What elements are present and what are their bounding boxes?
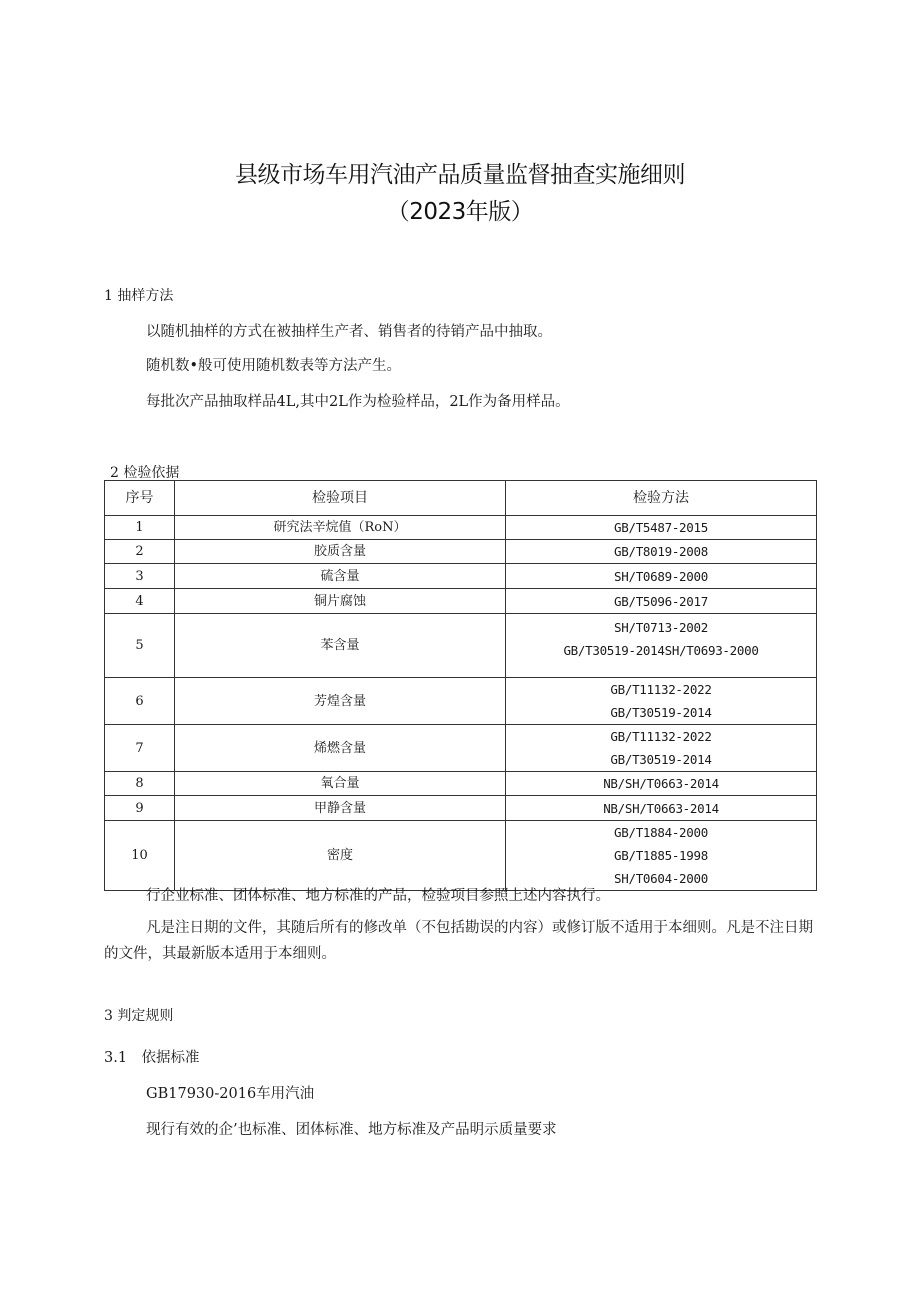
section-2-note-1: 行企业标准、团体标准、地方标准的产品，检验项目参照上述内容执行。 (146, 888, 610, 904)
row-method (506, 564, 817, 589)
row-item: 烯燃含量 (175, 725, 506, 772)
row-method (506, 678, 817, 725)
row-item: 苯含量 (175, 614, 506, 678)
row-no: 8 (105, 772, 175, 796)
method-line: GB/T1884-2000 (614, 825, 708, 840)
section-3-heading: 3 判定规则 (104, 1008, 174, 1024)
row-item: 研究法辛烷值（RoN） (175, 516, 506, 540)
method-line: SH/T0689-2000 (614, 568, 708, 584)
row-method (506, 821, 817, 891)
row-no: 9 (105, 796, 175, 821)
row-no: 1 (105, 516, 175, 540)
section-3-1-item-2: 现行有效的企’也标准、团体标准、地方标准及产品明示质量要求 (146, 1122, 557, 1138)
table-row (105, 725, 817, 772)
section-3-1-heading: 3.1 依据标准 (104, 1050, 200, 1066)
row-method (506, 614, 817, 678)
header-item: 检验项目 (175, 481, 506, 516)
table-row (105, 564, 817, 589)
table-row (105, 772, 817, 796)
document-title: 县级市场车用汽油产品质量监督抽查实施细则 (235, 162, 685, 188)
method-line: GB/T30519-2014 (610, 705, 712, 720)
section-1-paragraph-3: 每批次产品抽取样品4L,其中2L作为检验样品，2L作为备用样品。 (146, 394, 570, 410)
table-row (105, 589, 817, 614)
table-row (105, 678, 817, 725)
row-item: 胶质含量 (175, 540, 506, 564)
row-method (506, 725, 817, 772)
method-line: GB/T8019-2008 (614, 544, 708, 559)
row-item: 氧合量 (175, 772, 506, 796)
row-method (506, 589, 817, 614)
document-subtitle: （2023年版） (386, 199, 534, 225)
row-item: 甲静含量 (175, 796, 506, 821)
table-row (105, 796, 817, 821)
method-line: GB/T11132-2022 (610, 729, 712, 744)
row-method (506, 516, 817, 540)
section-1-paragraph-1: 以随机抽样的方式在被抽样生产者、销售者的待销产品中抽取。 (146, 324, 552, 340)
table-header-row (105, 481, 817, 516)
row-method (506, 540, 817, 564)
row-no: 6 (105, 678, 175, 725)
section-1-paragraph-2: 随机数•般可使用随机数表等方法产生。 (146, 358, 402, 374)
row-method (506, 796, 817, 821)
row-no: 5 (105, 614, 175, 678)
method-line: SH/T0604-2000 (614, 871, 708, 886)
row-method (506, 772, 817, 796)
inspection-table (104, 480, 817, 891)
method-line: GB/T5096-2017 (614, 593, 708, 609)
method-line: SH/T0713-2002 (614, 620, 708, 635)
section-2-heading: 2 检验依据 (110, 465, 180, 481)
row-no: 4 (105, 589, 175, 614)
header-method: 检验方法 (506, 481, 817, 516)
row-item: 芳煌含量 (175, 678, 506, 725)
row-item: 密度 (175, 821, 506, 891)
table-row (105, 821, 817, 891)
section-3-1-item-1: GB17930-2016车用汽油 (146, 1086, 315, 1102)
row-no: 2 (105, 540, 175, 564)
table-row (105, 614, 817, 678)
row-no: 3 (105, 564, 175, 589)
table-row (105, 540, 817, 564)
method-line: GB/T1885-1998 (614, 848, 708, 863)
method-line: GB/T5487-2015 (614, 520, 708, 535)
section-2-note-2: 凡是注日期的文件，其随后所有的修改单（不包括勘误的内容）或修订版不适用于本细则。凡是不注日期的文件，其最新版本适用于本细则。 (104, 920, 813, 962)
section-1-heading: 1 抽样方法 (104, 288, 174, 304)
method-line: GB/T11132-2022 (610, 682, 712, 697)
method-line: NB/SH/T0663-2014 (603, 776, 719, 791)
row-no: 7 (105, 725, 175, 772)
method-line: GB/T30519-2014SH/T0693-2000 (563, 643, 759, 658)
row-no: 10 (105, 821, 175, 891)
table-row (105, 516, 817, 540)
header-no: 序号 (105, 481, 175, 516)
row-item: 硫含量 (175, 564, 506, 589)
row-item: 铜片腐蚀 (175, 589, 506, 614)
method-line: GB/T30519-2014 (610, 752, 712, 767)
method-line: NB/SH/T0663-2014 (603, 800, 719, 816)
